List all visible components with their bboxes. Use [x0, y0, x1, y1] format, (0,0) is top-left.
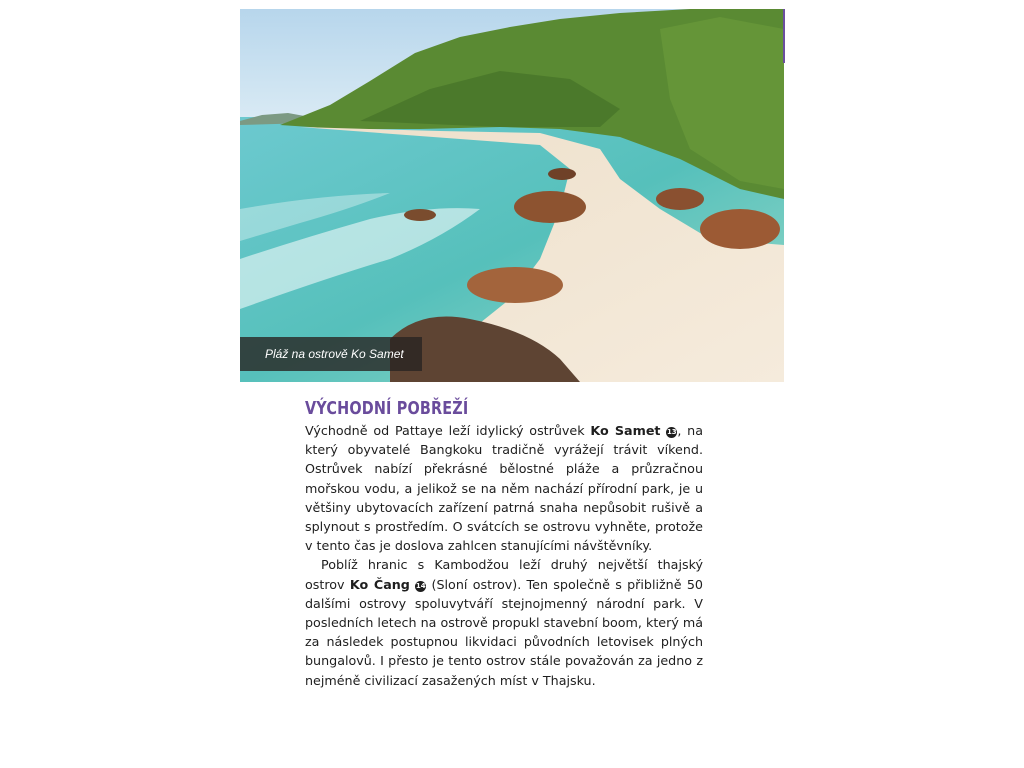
rock [548, 168, 576, 180]
rock [467, 267, 563, 303]
place-name-ko-chang: Ko Čang [349, 576, 410, 592]
rock [404, 209, 436, 221]
paragraph-text: Východně od Pattaye leží idylický ostrůvek [305, 423, 591, 438]
rock [656, 188, 704, 210]
paragraph-text: (Sloní ostrov). Ten společně s přibližně 50 dalšími ostrovy spoluvytváří stejnojmenný národní park. V posledních letech na ostrově propukl stavební boom, který má za následek postupnou likvidaci původních letovisek plných bungalovů. I přesto je tento ostrov stále považován za jedno z nejméně civilizací zasažených míst v Thajsku. [305, 576, 703, 688]
paragraph-text: Poblíž hranic s Kambodžou leží druhý největší thajský ostrov [305, 557, 703, 592]
place-name-ko-samet: Ko Samet [590, 423, 661, 438]
paragraph-text: , na který obyvatelé Bangkoku tradičně vyrážejí trávit víkend. Ostrůvek nabízí překrásné bělostné pláže a průzračnou mořskou vodu, a jelikož se na něm nachází přírodní park, je u většiny ubytovacích zařízení patrná snaha nepůsobit rušivě a splynout s prostředím. O svátcích se ostrovu vyhněte, protože v tento čas je doslova zahlcen stanujícími návštěvníky. [305, 423, 703, 554]
rock [700, 209, 780, 249]
beach-photo [240, 9, 784, 382]
paragraph-ko-samet [305, 421, 703, 555]
map-marker-13: 13 [666, 428, 677, 436]
beach-illustration [240, 9, 784, 382]
edge-marker [783, 9, 785, 63]
article-section [305, 398, 703, 690]
photo-caption: Pláž na ostrově Ko Samet [240, 337, 422, 371]
paragraph-ko-chang [305, 555, 703, 689]
section-heading: VÝCHODNÍ POBŘEŽÍ [305, 398, 469, 419]
map-marker-14: 14 [415, 581, 426, 590]
rock [514, 191, 586, 223]
